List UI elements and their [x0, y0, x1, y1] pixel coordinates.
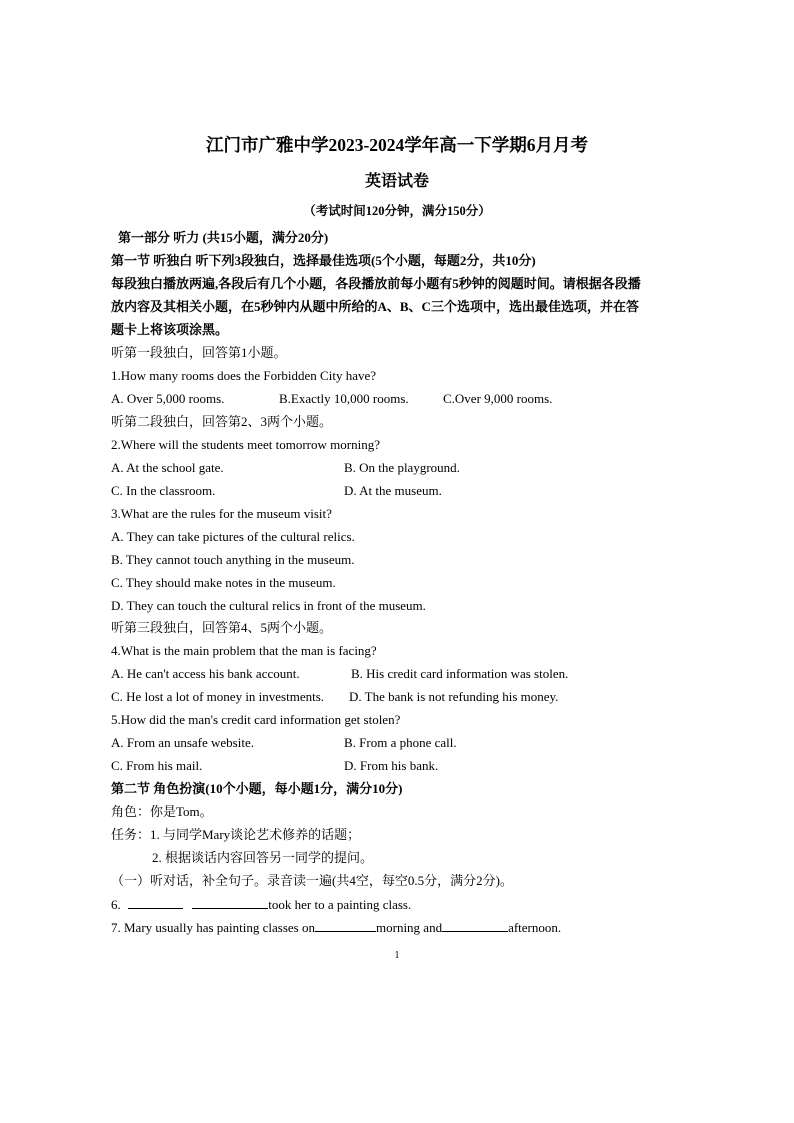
q7-text-a: 7. Mary usually has painting classes on: [111, 920, 315, 935]
part-one-instructions: （一）听对话，补全句子。录音读一遍(共4空，每空0.5分，满分2分)。: [111, 873, 513, 888]
subject-title: 英语试卷: [364, 173, 429, 190]
q1-option-b: B.Exactly 10,000 rooms.: [279, 391, 409, 406]
q4-stem: 4.What is the main problem that the man is facing?: [111, 643, 377, 658]
q3-option-a: A. They can take pictures of the cultural relics.: [111, 529, 355, 544]
q3-option-d: D. They can touch the cultural relics in front of the museum.: [111, 598, 426, 613]
q2-option-b: B. On the playground.: [344, 460, 460, 475]
q7-line: [111, 919, 561, 936]
q7-blank-1[interactable]: [315, 919, 376, 932]
task-line-1: 任务：1. 与同学Mary谈论艺术修养的话题；: [111, 827, 361, 842]
instructions-line-2: 放内容及其相关小题，在5秒钟内从题中所给的A、B、C三个选项中，选出最佳选项，并在答: [111, 299, 639, 314]
q6-text: took her to a painting class.: [268, 897, 412, 912]
mono3-intro: 听第三段独白，回答第4、5两个小题。: [111, 620, 333, 635]
role-line: 角色：你是Tom。: [111, 804, 213, 819]
mono1-intro: 听第一段独白，回答第1小题。: [111, 345, 287, 360]
q1-option-c: C.Over 9,000 rooms.: [443, 391, 553, 406]
q6-line: [111, 896, 411, 913]
q5-option-a: A. From an unsafe website.: [111, 735, 254, 750]
q6-number: 6.: [111, 897, 121, 912]
part1-heading: 第一部分 听力 (共15小题，满分20分): [118, 230, 329, 245]
instructions-line-3: 题卡上将该项涂黑。: [111, 322, 229, 337]
q7-text-b: morning and: [376, 920, 443, 935]
q7-blank-2[interactable]: [442, 919, 508, 932]
page-number: 1: [394, 950, 400, 961]
q4-option-a: A. He can't access his bank account.: [111, 666, 300, 681]
task-line-2: 2. 根据谈话内容回答另一同学的提问。: [152, 850, 374, 865]
section1-heading: 第一节 听独白 听下列3段独白，选择最佳选项(5个小题，每题2分，共10分): [111, 253, 536, 268]
q2-stem: 2.Where will the students meet tomorrow morning?: [111, 437, 380, 452]
q6-blank-2[interactable]: [192, 896, 268, 909]
q1-stem: 1.How many rooms does the Forbidden City have?: [111, 368, 377, 383]
q4-option-d: D. The bank is not refunding his money.: [349, 689, 559, 704]
mono2-intro: 听第二段独白，回答第2、3两个小题。: [111, 414, 333, 429]
q1-option-a: A. Over 5,000 rooms.: [111, 391, 225, 406]
section2-heading: 第二节 角色扮演(10个小题，每小题1分，满分10分): [111, 781, 403, 796]
q2-option-a: A. At the school gate.: [111, 460, 224, 475]
q5-stem: 5.How did the man's credit card information get stolen?: [111, 712, 401, 727]
q4-option-b: B. His credit card information was stolen.: [351, 666, 569, 681]
exam-title: 江门市广雅中学2023-2024学年高一下学期6月月考: [205, 135, 589, 155]
exam-info: （考试时间120分钟，满分150分）: [303, 204, 491, 218]
q7-text-c: afternoon.: [508, 920, 562, 935]
q5-option-c: C. From his mail.: [111, 758, 203, 773]
q3-stem: 3.What are the rules for the museum visit?: [111, 506, 332, 521]
q4-option-c: C. He lost a lot of money in investments.: [111, 689, 325, 704]
q3-option-b: B. They cannot touch anything in the museum.: [111, 552, 355, 567]
q2-option-c: C. In the classroom.: [111, 483, 216, 498]
instructions-line-1: 每段独白播放两遍,各段后有几个小题，各段播放前每小题有5秒钟的阅题时间。请根据各段播: [111, 276, 641, 291]
q6-blank-1[interactable]: [128, 896, 183, 909]
q5-option-d: D. From his bank.: [344, 758, 439, 773]
q3-option-c: C. They should make notes in the museum.: [111, 575, 336, 590]
q5-option-b: B. From a phone call.: [344, 735, 457, 750]
q2-option-d: D. At the museum.: [344, 483, 442, 498]
